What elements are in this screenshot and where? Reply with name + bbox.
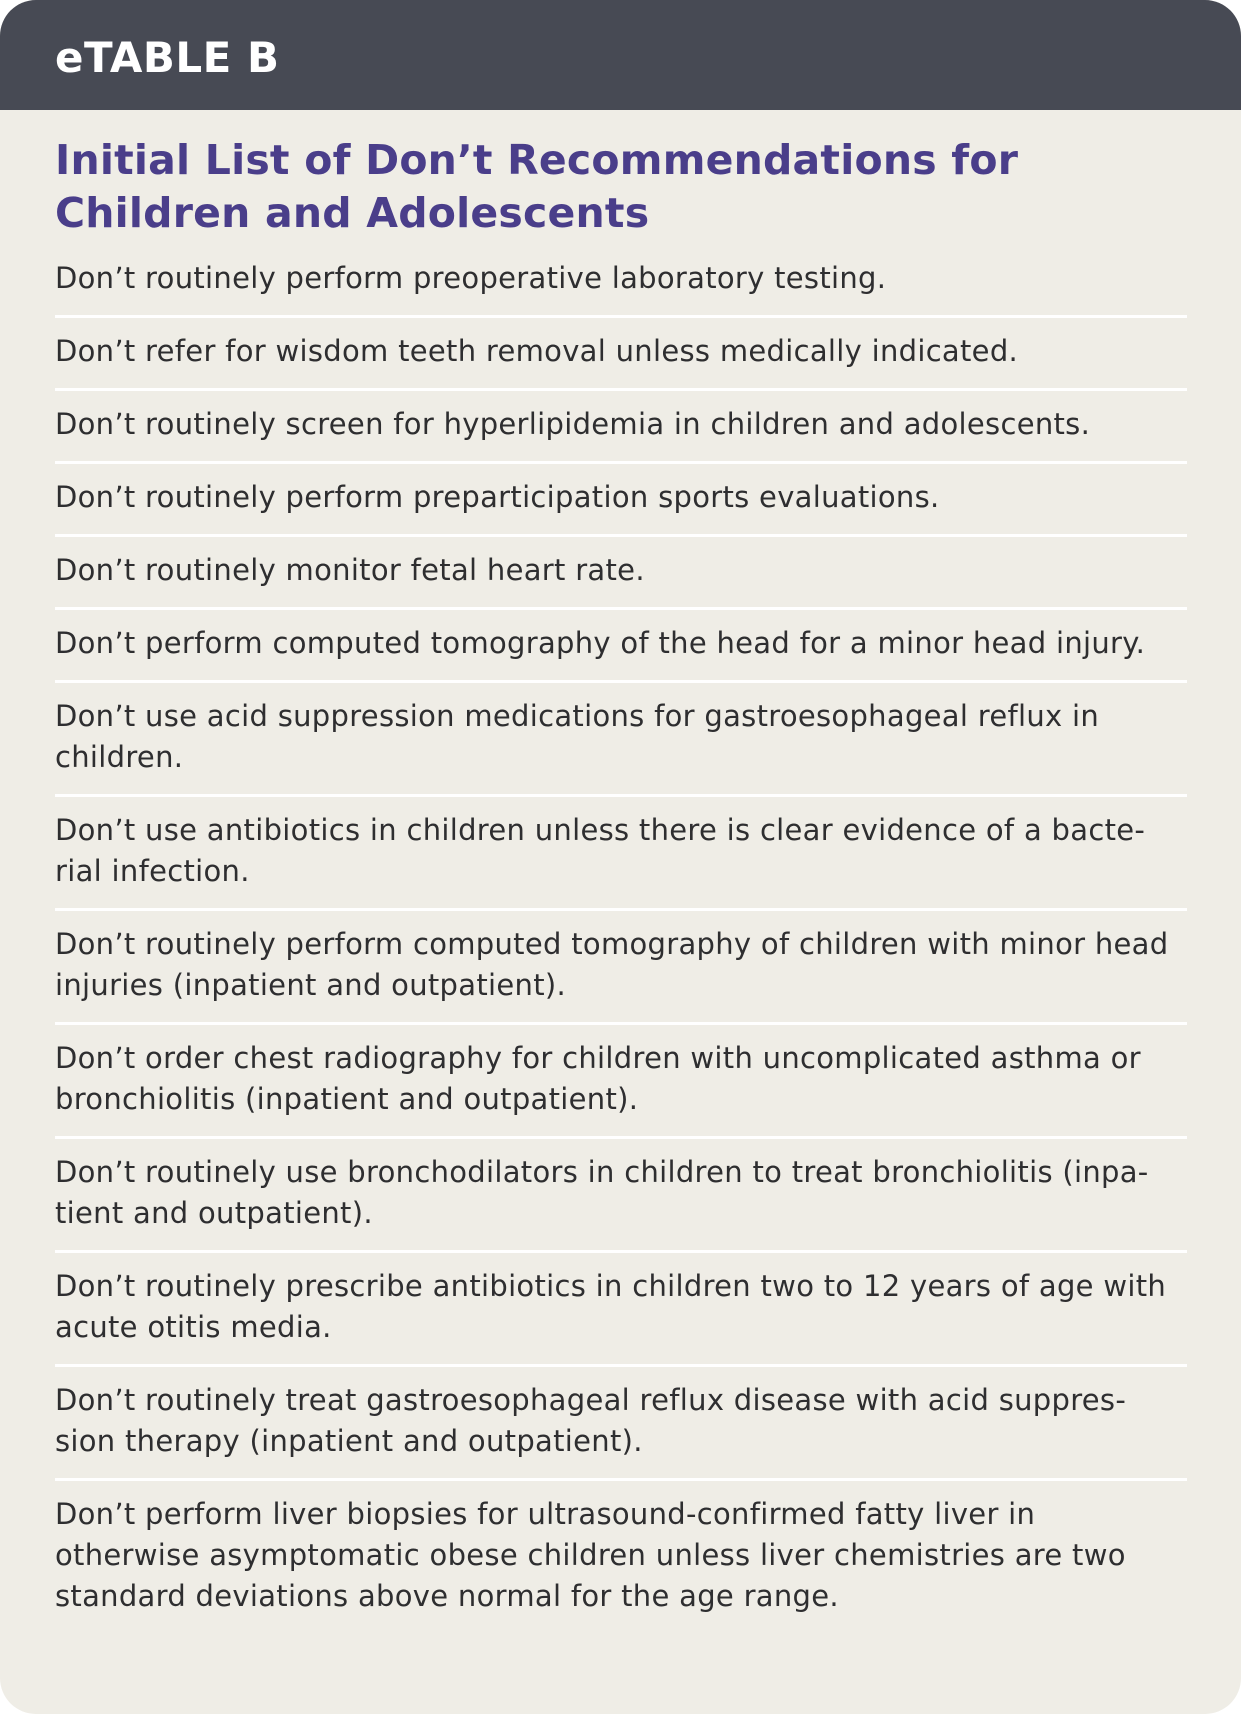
table-row: Don’t routinely perform preparticipation sports evaluations.	[55, 464, 1187, 537]
table-row: Don’t routinely perform preoperative laboratory testing.	[55, 252, 1187, 318]
table-row: Don’t routinely use bronchodilators in children to treat bronchiolitis (inpa- tient and outpatient).	[55, 1139, 1187, 1253]
table-label: eTABLE B	[55, 32, 280, 82]
table-row: Don’t routinely screen for hyperlipidemia in children and adolescents.	[55, 391, 1187, 464]
table-row: Don’t routinely treat gastroesophageal reflux disease with acid suppres- sion therapy (inpatient and outpatient).	[55, 1367, 1187, 1481]
table-row: Don’t order chest radiography for children with uncomplicated asthma or bronchiolitis (inpatient and outpatient).	[55, 1025, 1187, 1139]
table-row: Don’t perform liver biopsies for ultrasound-confirmed fatty liver in otherwise asymptomatic obese children unless liver chemistries are two standard deviations above normal for the age range.	[55, 1497, 1126, 1613]
table-row: Don’t perform computed tomography of the head for a minor head injury.	[55, 610, 1187, 683]
table-row: Don’t routinely monitor fetal heart rate.	[55, 537, 1187, 610]
table-title: Initial List of Don’t Recommendations for Children and Adolescents	[55, 136, 1019, 237]
table-row: Don’t routinely perform computed tomography of children with minor head injuries (inpatient and outpatient).	[55, 911, 1187, 1025]
table-row: Don’t use acid suppression medications for gastroesophageal reflux in children.	[55, 683, 1187, 797]
table-row: Don’t use antibiotics in children unless there is clear evidence of a bacte- rial infection.	[55, 797, 1187, 911]
table-row: Don’t routinely prescribe antibiotics in children two to 12 years of age with acute otitis media.	[55, 1253, 1187, 1367]
recommendation-list	[55, 252, 1187, 1633]
table-row: Don’t refer for wisdom teeth removal unless medically indicated.	[55, 318, 1187, 391]
table-header-bar	[0, 0, 1241, 110]
